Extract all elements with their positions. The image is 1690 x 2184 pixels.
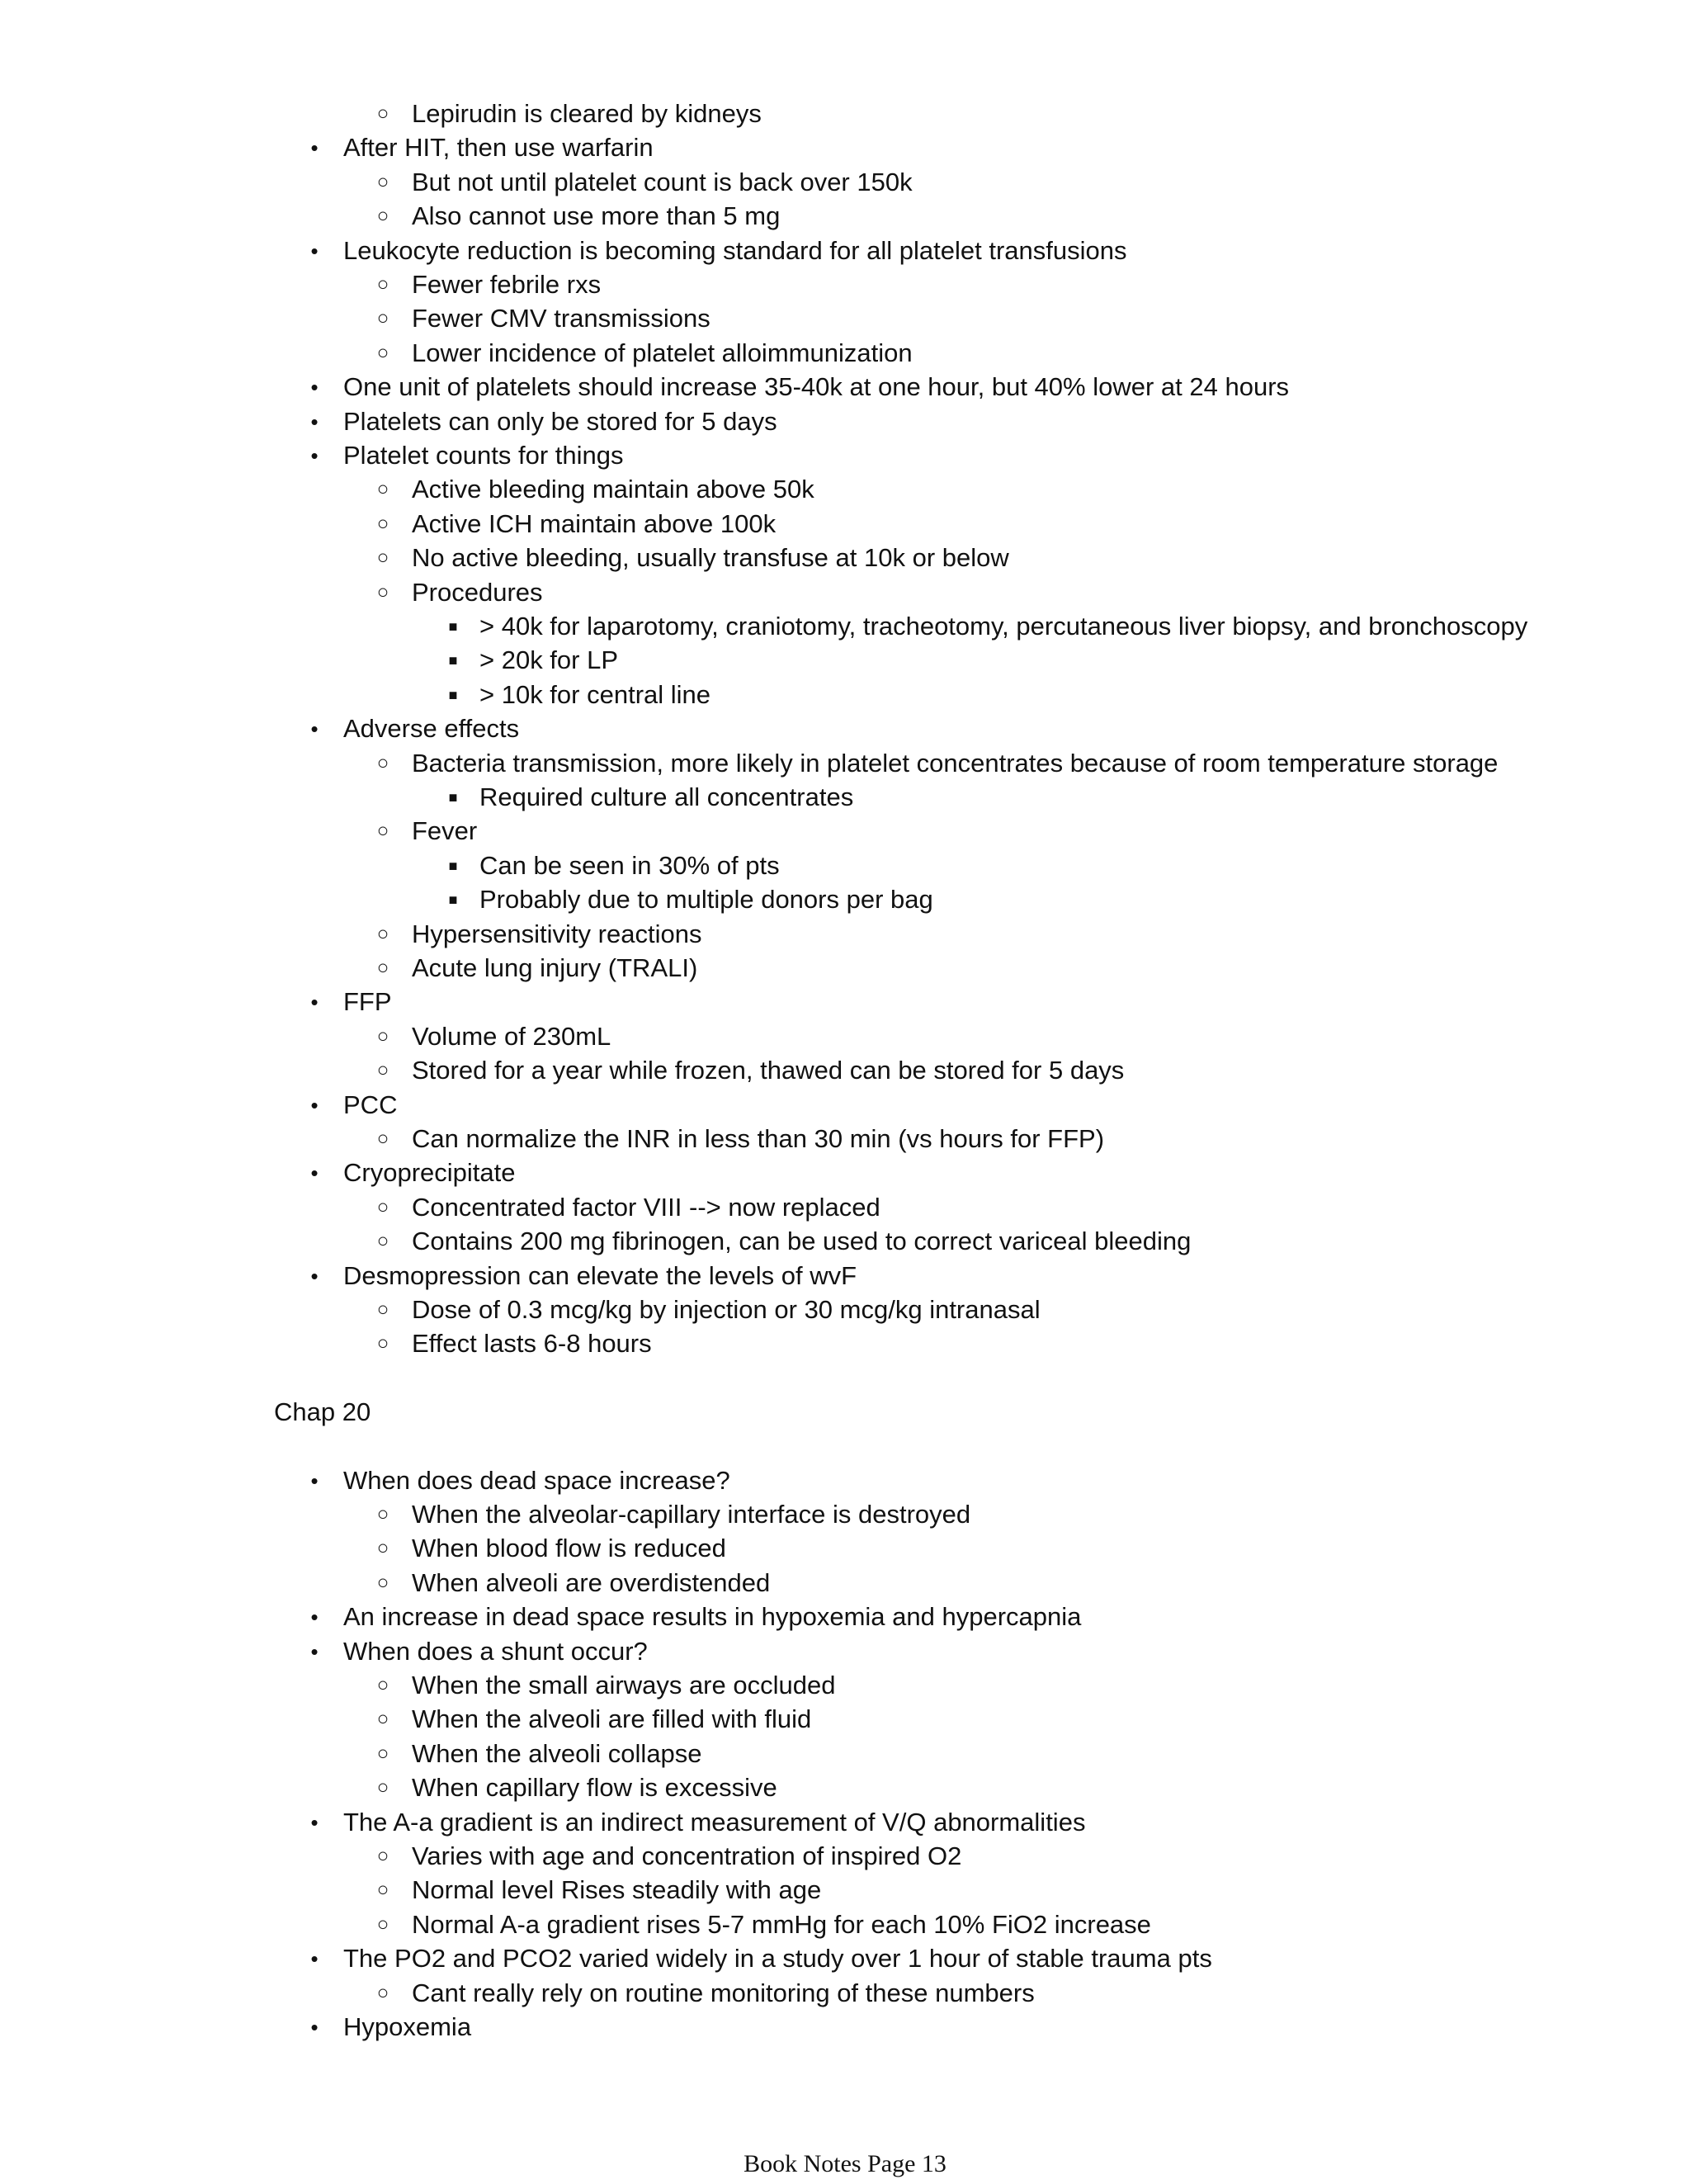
bullet-disc-icon: • — [310, 1093, 319, 1118]
bullet-disc-icon: • — [310, 1605, 319, 1629]
bullet-circle-icon: ○ — [376, 581, 389, 603]
list-item-text: PCC — [343, 1090, 398, 1119]
page-footer: Book Notes Page 13 — [744, 2150, 946, 2177]
list-item-text: Platelets can only be stored for 5 days — [343, 407, 777, 436]
list-item-text: Cant really rely on routine monitoring of these numbers — [412, 1978, 1035, 2007]
bullet-disc-icon: • — [310, 1264, 319, 1288]
list-item-text: Varies with age and concentration of inspired O2 — [412, 1841, 962, 1870]
list-item-text: Required culture all concentrates — [479, 782, 854, 811]
bullet-circle-icon: ○ — [376, 307, 389, 329]
list-item-text: Contains 200 mg fibrinogen, can be used to correct variceal bleeding — [412, 1227, 1192, 1255]
list-item-text: Adverse effects — [343, 714, 520, 743]
bullet-disc-icon: • — [310, 239, 319, 263]
bullet-circle-icon: ○ — [376, 820, 389, 842]
bullet-circle-icon: ○ — [376, 923, 389, 945]
list-item-text: Normal A-a gradient rises 5-7 mmHg for each 10% FiO2 increase — [412, 1910, 1151, 1939]
bullet-circle-icon: ○ — [376, 1982, 389, 2004]
list-item-text: Hypoxemia — [343, 2012, 472, 2041]
bullet-circle-icon: ○ — [376, 1059, 389, 1081]
list-item-text: No active bleeding, usually transfuse at 10k or below — [412, 543, 1009, 572]
bullet-circle-icon: ○ — [376, 1298, 389, 1321]
bullet-circle-icon: ○ — [376, 1776, 389, 1799]
section-heading-text: Chap 20 — [274, 1397, 371, 1426]
list-item-text: Bacteria transmission, more likely in platelet concentrates because of room temperature storage — [412, 749, 1499, 778]
list-item-text: > 10k for central line — [479, 680, 711, 709]
list-item-text: When does a shunt occur? — [343, 1637, 648, 1666]
bullet-circle-icon: ○ — [376, 1537, 389, 1559]
bullet-circle-icon: ○ — [376, 1025, 389, 1047]
list-item-text: Normal level Rises steadily with age — [412, 1875, 822, 1904]
bullet-circle-icon: ○ — [376, 1674, 389, 1696]
list-item-text: > 40k for laparotomy, craniotomy, tracheotomy, percutaneous liver biopsy, and bronchoscopy — [479, 612, 1528, 641]
list-item-text: When does dead space increase? — [343, 1466, 730, 1495]
list-item-text: Can be seen in 30% of pts — [479, 851, 780, 880]
list-item-text: Fewer CMV transmissions — [412, 304, 710, 333]
list-item-text: Dose of 0.3 mcg/kg by injection or 30 mcg/kg intranasal — [412, 1295, 1041, 1324]
list-item-text: Hypersensitivity reactions — [412, 919, 702, 948]
bullet-circle-icon: ○ — [376, 273, 389, 295]
bullet-circle-icon: ○ — [376, 1708, 389, 1730]
list-item-text: When blood flow is reduced — [412, 1534, 726, 1562]
list-item-text: FFP — [343, 987, 392, 1016]
bullet-square-icon: ■ — [448, 789, 458, 806]
bullet-square-icon: ■ — [448, 687, 458, 703]
list-item-text: After HIT, then use warfarin — [343, 133, 654, 162]
bullet-circle-icon: ○ — [376, 1913, 389, 1936]
list-item-text: Platelet counts for things — [343, 441, 624, 470]
bullet-disc-icon: • — [310, 375, 319, 399]
list-item-text: Leukocyte reduction is becoming standard for all platelet transfusions — [343, 236, 1127, 265]
bullet-disc-icon: • — [310, 443, 319, 468]
bullet-square-icon: ■ — [448, 652, 458, 669]
list-item-text: > 20k for LP — [479, 645, 619, 674]
bullet-disc-icon: • — [310, 1468, 319, 1493]
list-item-text: Acute lung injury (TRALI) — [412, 953, 698, 982]
list-item-text: Can normalize the INR in less than 30 min (vs hours for FFP) — [412, 1124, 1105, 1153]
bullet-circle-icon: ○ — [376, 1127, 389, 1150]
list-item-text: Fewer febrile rxs — [412, 270, 602, 299]
list-item-text: Active ICH maintain above 100k — [412, 509, 777, 538]
bullet-circle-icon: ○ — [376, 342, 389, 364]
list-item-text: Cryoprecipitate — [343, 1158, 516, 1187]
bullet-circle-icon: ○ — [376, 1879, 389, 1901]
bullet-circle-icon: ○ — [376, 752, 389, 774]
list-item-text: Lower incidence of platelet alloimmunization — [412, 338, 913, 367]
bullet-circle-icon: ○ — [376, 957, 389, 979]
bullet-circle-icon: ○ — [376, 102, 389, 125]
bullet-disc-icon: • — [310, 716, 319, 741]
bullet-disc-icon: • — [310, 2015, 319, 2040]
list-item-text: Also cannot use more than 5 mg — [412, 201, 781, 230]
bullet-disc-icon: • — [310, 135, 319, 160]
bullet-circle-icon: ○ — [376, 171, 389, 193]
bullet-circle-icon: ○ — [376, 546, 389, 569]
bullet-circle-icon: ○ — [376, 1572, 389, 1594]
bullet-disc-icon: • — [310, 1946, 319, 1971]
bullet-square-icon: ■ — [448, 891, 458, 908]
list-item-text: When the alveoli collapse — [412, 1739, 702, 1768]
list-item-text: Fever — [412, 816, 478, 845]
list-item-text: When capillary flow is excessive — [412, 1773, 777, 1802]
list-item-text: Effect lasts 6-8 hours — [412, 1329, 652, 1358]
bullet-disc-icon: • — [310, 409, 319, 434]
list-item-text: Probably due to multiple donors per bag — [479, 885, 933, 914]
list-item-text: When the alveolar-capillary interface is destroyed — [412, 1500, 971, 1529]
bullet-circle-icon: ○ — [376, 1742, 389, 1765]
bullet-disc-icon: • — [310, 1161, 319, 1185]
bullet-square-icon: ■ — [448, 618, 458, 635]
list-item-text: When alveoli are overdistended — [412, 1568, 771, 1597]
bullet-disc-icon: • — [310, 1810, 319, 1835]
bullet-circle-icon: ○ — [376, 1503, 389, 1525]
bullet-disc-icon: • — [310, 1639, 319, 1664]
bullet-circle-icon: ○ — [376, 1196, 389, 1218]
list-item-text: Procedures — [412, 578, 543, 607]
list-item-text: When the small airways are occluded — [412, 1671, 836, 1699]
list-item-text: One unit of platelets should increase 35-40k at one hour, but 40% lower at 24 hours — [343, 372, 1290, 401]
list-item-text: When the alveoli are filled with fluid — [412, 1704, 812, 1733]
bullet-disc-icon: • — [310, 990, 319, 1014]
bullet-circle-icon: ○ — [376, 1845, 389, 1867]
bullet-square-icon: ■ — [448, 858, 458, 874]
list-item-text: An increase in dead space results in hypoxemia and hypercapnia — [343, 1602, 1082, 1631]
list-item-text: Volume of 230mL — [412, 1022, 611, 1051]
list-item-text: Active bleeding maintain above 50k — [412, 475, 814, 503]
list-item-text: Desmopression can elevate the levels of wvF — [343, 1261, 857, 1290]
list-item-text: Stored for a year while frozen, thawed can be stored for 5 days — [412, 1056, 1125, 1085]
list-item-text: But not until platelet count is back over 150k — [412, 168, 913, 196]
bullet-circle-icon: ○ — [376, 1230, 389, 1252]
bullet-circle-icon: ○ — [376, 1332, 389, 1354]
bullet-circle-icon: ○ — [376, 513, 389, 535]
list-item-text: Lepirudin is cleared by kidneys — [412, 99, 762, 128]
bullet-circle-icon: ○ — [376, 205, 389, 227]
list-item-text: Concentrated factor VIII --> now replaced — [412, 1193, 880, 1222]
bullet-circle-icon: ○ — [376, 478, 389, 500]
list-item-text: The A-a gradient is an indirect measurement of V/Q abnormalities — [343, 1808, 1086, 1837]
list-item-text: The PO2 and PCO2 varied widely in a study over 1 hour of stable trauma pts — [343, 1944, 1212, 1973]
